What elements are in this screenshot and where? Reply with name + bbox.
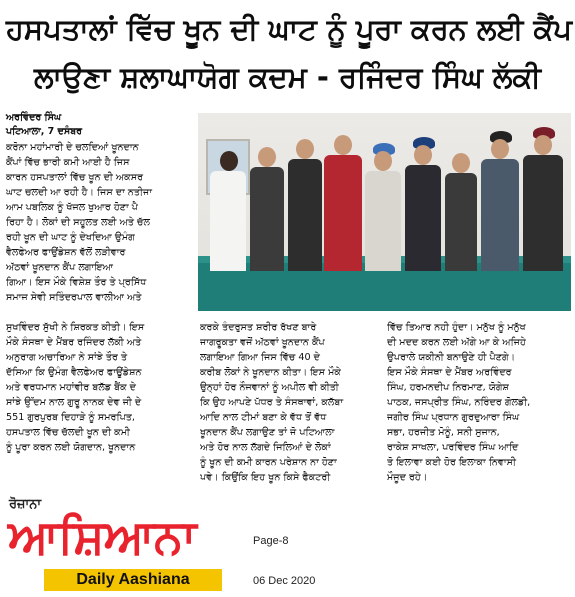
masthead-title: ਆਸ਼ਿਆਨਾ xyxy=(8,510,196,565)
article-line: ਪਾਠਕ, ਜਸਪ੍ਰੀਤ ਸਿੰਘ, ਨਰਿੰਦਰ ਗੋਲਡੀ, xyxy=(387,397,531,408)
article-line: ਉਪਰਾਲੇ ਯਕੀਨੀ ਬਨਾਉਣੇ ਹੀ ਪੈਣਗੇ। xyxy=(387,352,516,363)
article-line: ਵੈਲਫੇਅਰ ਫਾਉਂਡੇਸ਼ਨ ਵੱਲੋਂ ਲੜੀਵਾਰ xyxy=(6,247,126,258)
article-line: ਅਨੁਰਾਗ ਅਚਾਰਿਆ ਨੇ ਸਾਂਝੇ ਤੌਰ ਤੇ xyxy=(6,352,128,363)
masthead-english-title: Daily Aashiana xyxy=(44,569,222,591)
article-line: ਅੱਠਵਾਂ ਖੂਨਦਾਨ ਕੈਂਪ ਲਗਾਇਆ xyxy=(6,262,114,273)
article-line: ਸਮਾਜ ਸੇਵੀ ਸਤਿੰਦਰਪਾਲ ਵਾਲੀਆ ਅਤੇ xyxy=(6,292,142,303)
article-column-1-top xyxy=(6,140,192,305)
byline-author: ਅਰਵਿੰਦਰ ਸਿੰਘ xyxy=(6,112,62,123)
article-line: ਕਿ ਉਹ ਆਪਣੇ ਪੱਧਰ ਤੇ ਸੰਸਥਾਵਾਂ, ਕਲੱਬਾ xyxy=(200,397,344,408)
article-line: ਆਮ ਪਬਲਿਕ ਨੂੰ ਖੱਜਲ ਖੁਆਰ ਹੋਣਾ ਪੈ xyxy=(6,202,138,213)
article-line: ਇਸ ਮੌਕੇ ਸੰਸਥਾ ਦੇ ਮੈਂਬਰ ਅਰਵਿੰਦਰ xyxy=(387,367,512,378)
article-line: ਅਤੇ ਹੋਰ ਨਾਲ ਲੱਗਦੇ ਜਿਲਿਆਂ ਦੇ ਲੋਕਾਂ xyxy=(200,442,331,453)
article-line: ਨੂੰ ਪੂਰਾ ਕਰਨ ਲਈ ਯੋਗਦਾਨ, ਖੂਨਦਾਨ xyxy=(6,442,136,453)
page-number: Page-8 xyxy=(253,535,289,547)
article-line: ਆਦਿ ਨਾਲ ਟੀਮਾਂ ਬਣਾ ਕੇ ਵੱਧ ਤੋਂ ਵੱਧ xyxy=(200,412,327,423)
article-line: ਜਾਗਰੂਕਤਾ ਵਜੋਂ ਅੱਠਵਾਂ ਖੂਨਦਾਨ ਕੈਂਪ xyxy=(200,337,325,348)
article-line: ਤੋ ਇਲਾਵਾ ਕਈ ਹੋਰ ਇਲਾਕਾ ਨਿਵਾਸੀ xyxy=(387,457,516,468)
article-line: ਸਾਂਝੇ ਉੱਦਮ ਨਾਲ ਗੁਰੂ ਨਾਨਕ ਦੇਵ ਜੀ ਦੇ xyxy=(6,397,142,408)
article-line: ਗਿਆ। ਇਸ ਮੌਕੇ ਵਿਸ਼ੇਸ਼ ਤੌਰ ਤੇ ਪ੍ਰਸਿੱਧ xyxy=(6,277,147,288)
article-line: ਨੂੰ ਖੂਨ ਦੀ ਕਮੀ ਕਾਰਨ ਪਰੇਸ਼ਾਨ ਨਾ ਹੋਣਾ xyxy=(200,457,337,468)
article-line: ਦੱਸਿਆ ਕਿ ਉਮੰਗ ਵੈਲਫੇਅਰ ਫਾਊਂਡੇਸ਼ਨ xyxy=(6,367,142,378)
article-line: ਰਿਹਾ ਹੈ। ਲੋਕਾਂ ਦੀ ਸਹੂਲਤ ਲਈ ਅਤੇ ਚੱਲ xyxy=(6,217,150,228)
article-line: ਘਾਟ ਚਲਦੀ ਆ ਰਹੀ ਹੈ। ਜਿਸ ਦਾ ਨਤੀਜਾ xyxy=(6,187,152,198)
article-line: ਖੂਨਦਾਨ ਕੈਂਪ ਲਗਾਉਣ ਤਾਂ ਜੋ ਪਟਿਆਲਾ xyxy=(200,427,335,438)
article-line: ਵਿੱਚ ਤਿਆਰ ਨਹੀ ਹੁੰਦਾ। ਮਨੁੱਖ ਨੂੰ ਮਨੁੱਖ xyxy=(387,322,526,333)
article-line: ਉਨ੍ਹਾਂ ਹੋਰ ਨੌਜਵਾਨਾਂ ਨੂੰ ਅਪੀਲ ਵੀ ਕੀਤੀ xyxy=(200,382,339,393)
headline-line-2: ਲਾਉਣਾ ਸ਼ਲਾਘਾਯੋਗ ਕਦਮ - ਰਜਿੰਦਰ ਸਿੰਘ ਲੱਕੀ xyxy=(33,60,542,94)
article-line: ਕੈਂਪਾਂ ਵਿੱਚ ਭਾਰੀ ਕਮੀ ਆਈ ਹੈ ਜਿਸ xyxy=(6,157,130,168)
article-line: ਕਰੀਬ ਲੋਕਾਂ ਨੇ ਖੂਨਦਾਨ ਕੀਤਾ। ਇਸ ਮੌਕੇ xyxy=(200,367,341,378)
article-line: 551 ਗੁਰਪੁਰਬ ਦਿਹਾੜੇ ਨੂੰ ਸਮਰਪਿਤ, xyxy=(6,412,135,423)
article-line: ਰਹੀ ਖੂਨ ਦੀ ਘਾਟ ਨੂੰ ਦੇਖਦਿਆ ਉਮੰਗ xyxy=(6,232,135,243)
article-line: ਮੌਕੇ ਸੰਸਥਾ ਦੇ ਮੈਂਬਰ ਰਜਿੰਦਰ ਲੱਕੀ ਅਤੇ xyxy=(6,337,142,348)
article-line: ਅਤੇ ਵਰਧਮਾਨ ਮਹਾਂਵੀਰ ਬਲੱਡ ਬੈਂਕ ਦੇ xyxy=(6,382,137,393)
news-photo xyxy=(198,113,571,311)
article-line: ਦੀ ਮਦਦ ਕਰਨ ਲਈ ਅੱਗੇ ਆ ਕੇ ਅਜਿਹੇ xyxy=(387,337,526,348)
article-line: ਮੌਜੂਦ ਰਹੇ। xyxy=(387,472,428,483)
article-column-2 xyxy=(200,320,380,560)
headline-line-1: ਹਸਪਤਾਲਾਂ ਵਿੱਚ ਖੂਨ ਦੀ ਘਾਟ ਨੂੰ ਪੂਰਾ ਕਰਨ ਲਈ ਕੈਂਪ xyxy=(6,12,573,46)
article-line: ਲਗਾਇਆ ਗਿਆ ਜਿਸ ਵਿੱਚ 40 ਦੇ xyxy=(200,352,320,363)
article-line: ਰਾਕੇਸ਼ ਸਾਖਲਾ, ਪਰਵਿੰਦਰ ਸਿੰਘ ਆਦਿ xyxy=(387,442,519,453)
article-line: ਕਰੋਨਾ ਮਹਾਂਮਾਰੀ ਦੇ ਚਲਦਿਆਂ ਖੂਨਦਾਨ xyxy=(6,142,139,153)
article-line: ਹਸਪਤਾਲ ਵਿੱਚ ਚੱਲਦੀ ਖੂਨ ਦੀ ਕਮੀ xyxy=(6,427,130,438)
article-line: ਸੁਖਵਿੰਦਰ ਸੁੱਖੀ ਨੇ ਸ਼ਿਰਕਤ ਕੀਤੀ। ਇਸ xyxy=(6,322,145,333)
article-line: ਜਗੀਰ ਸਿੰਘ ਪ੍ਰਧਾਨ ਗੁਰਦੁਆਰਾ ਸਿੰਘ xyxy=(387,412,520,423)
publication-date: 06 Dec 2020 xyxy=(253,575,316,587)
article-line: ਕਾਰਨ ਹਸਪਤਾਲਾਂ ਵਿੱਚ ਖੂਨ ਦੀ ਅਕਸਰ xyxy=(6,172,144,183)
article-line: ਪਵੇ। ਕਿਉਂਕਿ ਇਹ ਖੂਨ ਕਿਸੇ ਫੈਕਟਰੀ xyxy=(200,472,331,483)
byline-place-date: ਪਟਿਆਲਾ, 7 ਦਸੰਬਰ xyxy=(6,126,83,137)
article-line: ਸਭਾ, ਹਰਜੀਤ ਮੋਨੂੰ, ਸਨੀ ਸੁਜਾਨ, xyxy=(387,427,500,438)
article-line: ਸਿੰਘ, ਹਰਮਨਦੀਪ ਨਿਰਮਾਣ, ਯੋਗੇਸ਼ xyxy=(387,382,509,393)
article-column-3 xyxy=(387,320,571,560)
article-line: ਕਰਕੇ ਤੰਦਰੁਸਤ ਸ਼ਰੀਰ ਰੱਖਣ ਬਾਰੇ xyxy=(200,322,317,333)
masthead-daily-word: ਰੋਜ਼ਾਨਾ xyxy=(9,497,42,512)
